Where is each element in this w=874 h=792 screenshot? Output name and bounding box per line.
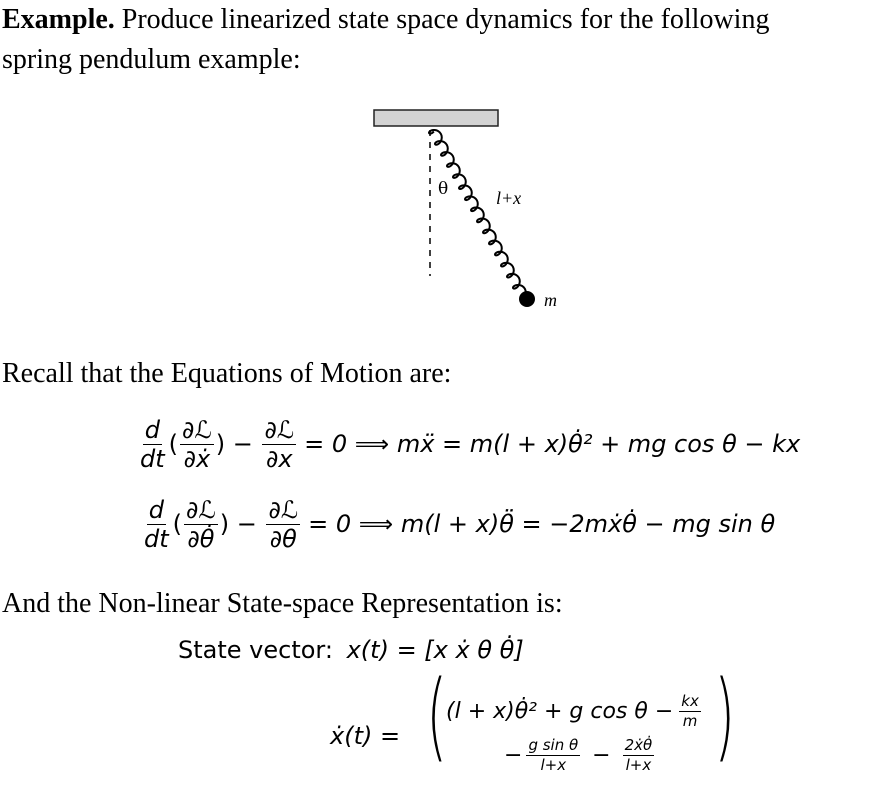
left-paren: ( [426, 660, 448, 772]
eq1-partial-frac: $\frac{\text{∂ℒ}}{\text{∂ẋ}}$ [182, 415, 212, 473]
angle-label: θ [438, 179, 449, 199]
recall-text: Recall that the Equations of Motion are: [2, 358, 452, 389]
example-label: Example. [2, 4, 115, 35]
eq2-partial-frac: $\frac{\text{∂ℒ}}{\partial\thetȧ}$ [186, 495, 216, 553]
equation-2: $\frac{d}{dt}$ ( $\frac{\text{∂ℒ}}{\partial\thetȧ}$ ) − $\frac{\text{∂ℒ}}{\partial\theta}$ = 0 ⟹ m(l + x)θ̈ = −2mẋθ̇ − mg sin θ [144, 495, 776, 553]
eq2-rhs: = 0 ⟹ m(l + x)θ̈ = −2mẋθ̇ − mg sin θ [308, 510, 776, 538]
xdot-vector [410, 660, 750, 788]
xdot-row-2: − $\frac{\text{g sin θ}}{l+x}$ − $\frac{\text{2ẋθ̇}}{l+x}$ [504, 736, 653, 774]
2xtheta-over-lx: $\frac{\text{2ẋθ̇}}{l+x}$ [624, 736, 653, 774]
state-vector-line [178, 636, 524, 664]
state-vector-expr: x(t) = [x ẋ θ θ̇] [346, 636, 524, 664]
mass-label: m [544, 290, 557, 310]
state-vector-label: State vector: [178, 636, 333, 664]
eq1-partial-frac2: $\frac{\text{∂ℒ}}{\partial x}$ [264, 415, 295, 473]
xdot-lhs: ẋ(t) = [330, 722, 401, 750]
gsin-over-lx: $\frac{\text{g sin θ}}{l+x}$ [528, 736, 579, 774]
kx-over-m: $\frac{kx}{m}$ [681, 692, 699, 730]
eq2-d-dt: $\frac{d}{dt}$ [144, 495, 169, 553]
ceiling [374, 110, 498, 126]
nonlinear-text: And the Non-linear State-space Representation is: [2, 588, 563, 619]
example-text-line2: spring pendulum example: [2, 44, 301, 75]
spring-pendulum-figure [360, 100, 590, 320]
eq1-rhs: = 0 ⟹ mẍ = m(l + x)θ̇² + mg cos θ − kx [304, 430, 801, 458]
example-text: Produce linearized state space dynamics for the following [121, 4, 770, 35]
equation-1: $\frac{d}{dt}$ ( $\frac{\text{∂ℒ}}{\text{∂ẋ}}$ ) − $\frac{\text{∂ℒ}}{\partial x}$ = 0 ⟹ mẍ = m(l + x)θ̇² + mg cos θ − kx [140, 415, 801, 473]
example-heading [2, 2, 769, 38]
right-paren: ) [714, 660, 736, 772]
eq1-d-dt: $\frac{d}{dt}$ [140, 415, 165, 473]
spring [429, 130, 526, 298]
xdot-row-1: (l + x)θ̇² + g cos θ − $\frac{kx}{m}$ [446, 692, 699, 730]
length-label: l+x [496, 188, 522, 208]
eq2-partial-frac2: $\frac{\text{∂ℒ}}{\partial\theta}$ [268, 495, 299, 553]
mass-bob [519, 291, 535, 307]
